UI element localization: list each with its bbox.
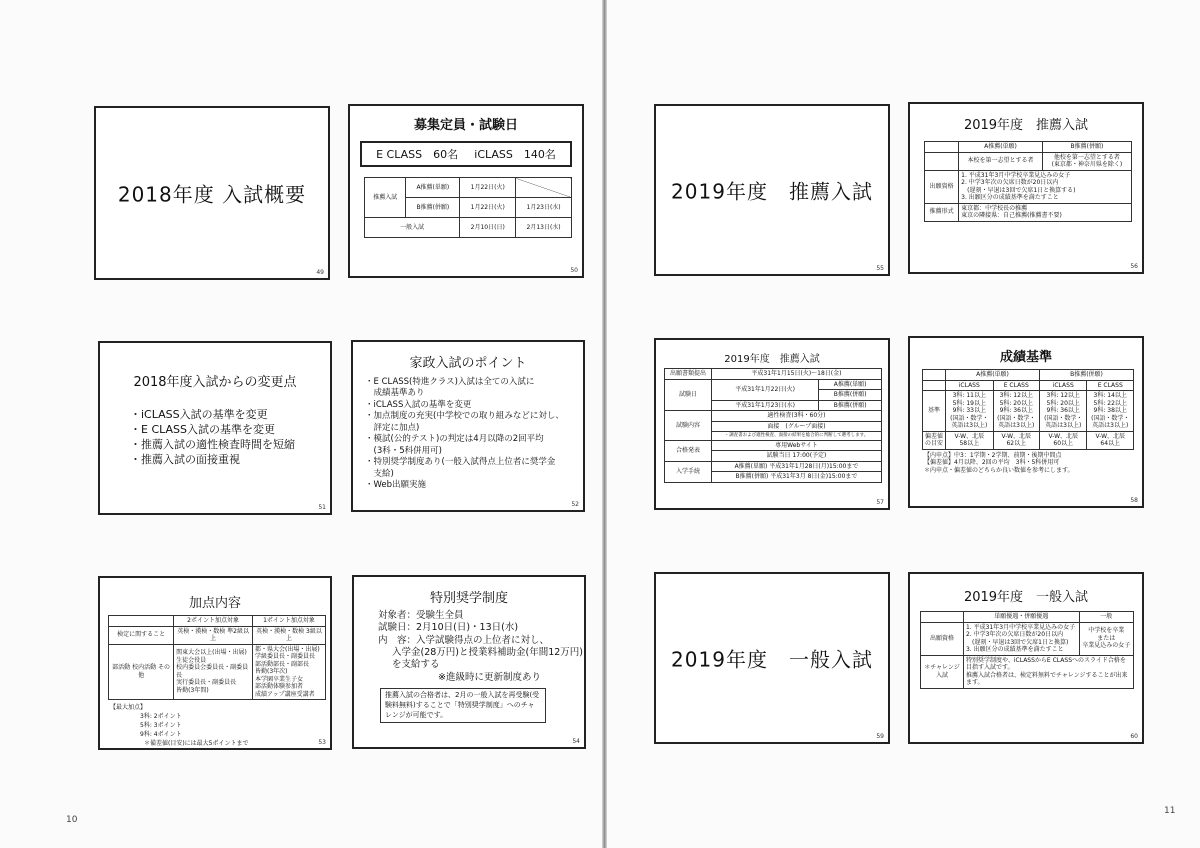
slide-number: 51 — [318, 504, 326, 511]
slide-number: 60 — [1130, 733, 1138, 740]
slide-59 — [654, 572, 890, 744]
cell: 英検・漢検・数検 準2級以上 — [174, 626, 253, 644]
cell: 1. 平成31年3月中学校卒業見込みの女子 2. 中学3年次の欠席日数が20日以内 (遅刻・早退は3回で欠席1日と換算) 3. 出願区分の成績基準を満たすこと — [963, 622, 1079, 655]
slide-number: 58 — [1130, 497, 1138, 504]
cell: A推薦(単願) — [819, 379, 882, 390]
list-item: 成績基準あり — [365, 388, 425, 399]
cell: 3科: 11以上 5科: 19以上 9科: 33以上 (国語・数学・英語は3以上) — [946, 391, 993, 432]
book-spine — [602, 0, 607, 848]
cell: 一般入試 — [365, 218, 460, 238]
slide-title: 募集定員・試験日 — [413, 118, 518, 133]
cell: V-W、北辰 62以上 — [993, 431, 1039, 449]
list-item: 評定に加点) — [365, 422, 420, 433]
cell: 他校を第一志望とする者 (東京都・神奈川県を除く) — [1042, 152, 1131, 170]
cell: 東京都：中学校長の推薦 東京の隣接県：自己推薦(推薦書不要) — [959, 203, 1132, 221]
cell: A推薦(単願) — [959, 142, 1043, 153]
slide-56 — [908, 102, 1144, 274]
cell: 試験内容 — [665, 411, 712, 441]
cell: 出願書類提出 — [665, 369, 712, 380]
cell: B推薦(併願) — [819, 390, 882, 401]
cell: 3科: 12以上 5科: 20以上 9科: 36以上 (国語・数学・英語は3以上) — [993, 391, 1039, 432]
slide-number: 59 — [876, 733, 884, 740]
cell: 偏差値の目安 — [923, 431, 946, 449]
max-points-9: 9科: 4ポイント — [140, 731, 182, 738]
cell: 試験当日 17:00(予定) — [711, 451, 881, 462]
cell: V-W、北辰 58以上 — [946, 431, 993, 449]
max-points-3: 3科: 2ポイント — [140, 713, 182, 720]
list-item: ・E CLASS(特進クラス)入試は全ての入試に — [365, 377, 535, 387]
slide-title: 2019年度 一般入試 — [671, 647, 873, 672]
slide-number: 57 — [876, 499, 884, 506]
slide-title: 加点内容 — [188, 596, 241, 611]
renewal-note: ※進級時に更新制度あり — [438, 671, 541, 683]
general-exam-table — [920, 611, 1134, 689]
cell-empty — [925, 142, 959, 153]
cell: 1月22日(火) — [460, 198, 516, 218]
cell: 試験日 — [665, 379, 712, 411]
cell: ・調査書および適性検査、面接の結果を総合的に判断して選考します。 — [711, 432, 881, 441]
note-line: 【内申点】中3：1学期・2学期、前期・後期中間点 — [924, 451, 1062, 459]
cell: B推薦(併願) — [1040, 370, 1134, 381]
cell: B推薦(併願) — [406, 198, 460, 218]
cell: 平成31年1月22日(火) — [711, 379, 818, 400]
cell: 部活動 校内活動 その他 — [109, 644, 174, 700]
note-line: 【偏差値】4月以降、2回の平均 3科・5科併用可 — [924, 459, 1060, 467]
slide-title: 2018年度入試からの変更点 — [133, 375, 297, 390]
cell: E CLASS — [1087, 380, 1134, 391]
slide-51 — [98, 341, 332, 515]
cell: V-W、北辰 64以上 — [1087, 431, 1134, 449]
cell: 本校を第一志望とする者 — [959, 152, 1043, 170]
cell: 検定に関すること — [109, 626, 174, 644]
note-line: ＊内申点・偏差値のどちらか良い数値を参考にします。 — [924, 467, 1074, 475]
cell: 平成31年1月15日(火)〜18日(金) — [711, 369, 881, 380]
max-points-label: 【最大加点】 — [110, 704, 147, 711]
content-line-2: 入学金(28万円)と授業料補助金(年間12万円) — [392, 647, 584, 659]
cell: 単願優遇・併願優遇 — [963, 612, 1079, 623]
cell-empty — [923, 370, 946, 381]
cell: 特別奨学制度や、iCLASSからE CLASSへのスライド合格を目指す入試です。 推薦入試合格者は、検定料無料でチャレンジすることが出来ます。 — [963, 655, 1133, 688]
list-item: ・模試(公的テスト)の判定は4月以降の2回平均 — [365, 434, 544, 445]
list-item: ・特別奨学制度あり(一般入試得点上位者に奨学金 — [365, 457, 556, 468]
cell: V-W、北辰 60以上 — [1040, 431, 1087, 449]
list-item: ・E CLASS入試の基準を変更 — [130, 422, 275, 436]
slide-49 — [94, 106, 330, 280]
slide-title: 2019年度 推薦入試 — [671, 179, 873, 204]
cell: 基準 — [923, 391, 946, 432]
max-points-note: ＊備差値(目安)には最大5ポイントまで — [144, 740, 249, 747]
slide-title: 成績基準 — [999, 350, 1052, 365]
cell-empty — [923, 380, 946, 391]
slide-57 — [654, 338, 890, 510]
cell: iCLASS — [1040, 380, 1087, 391]
capacity-i: iCLASS 140名 — [474, 148, 556, 161]
cell: 2月13日(水) — [516, 218, 572, 238]
list-item: ・iCLASS入試の基準を変更 — [365, 399, 472, 410]
page-number-left: 10 — [66, 815, 78, 825]
slide-number: 54 — [572, 738, 580, 745]
cell: B推薦(併願) — [819, 400, 882, 411]
cell: B推薦(併願) 平成31年3月 8日(金)15:00まで — [711, 472, 881, 483]
cell: 推薦形式 — [925, 203, 959, 221]
slide-title: 2019年度 一般入試 — [963, 590, 1089, 605]
cell: 2ポイント加点対象 — [174, 616, 253, 627]
cell-empty — [925, 152, 959, 170]
exam-date-table — [364, 177, 572, 238]
cell: 1月22日(火) — [460, 178, 516, 198]
slide-number: 56 — [1130, 263, 1138, 270]
cell-empty — [516, 178, 572, 198]
cell: 都・県大会(出場・出展) 学級委員長・副委員長 部活動部長・副部長 皆勤(3年次) 本学園卒業生子女 部活動体験参加者 成績アップ講座受講者 — [253, 644, 326, 700]
slide-number: 55 — [876, 265, 884, 272]
slide-50 — [348, 104, 584, 278]
cell: 出願資格 — [921, 622, 964, 655]
points-table — [108, 615, 326, 700]
slide-52 — [351, 340, 585, 512]
cell: 推薦入試 — [365, 178, 406, 218]
list-item: ・加点制度の充実(中学校での取り組みなどに対し、 — [365, 411, 564, 422]
list-item: (3科・5科併用可) — [365, 445, 442, 456]
date-line: 試験日：2月10日(日)・13日(水) — [378, 622, 519, 634]
slide-number: 49 — [316, 269, 324, 276]
slide-title: 2019年度 推薦入試 — [963, 118, 1089, 133]
content-line: 内 容：入学試験得点の上位者に対し、 — [378, 634, 550, 646]
list-item: ・iCLASS入試の基準を変更 — [130, 408, 268, 421]
list-item: ・推薦入試の面接重視 — [130, 452, 240, 466]
cell: 1月23日(水) — [516, 198, 572, 218]
slide-number: 52 — [571, 501, 579, 508]
cell: 面接 (グループ面接) — [711, 421, 881, 432]
slide-title: 2019年度 推薦入試 — [724, 354, 820, 365]
cell: ＊チャレンジ入試 — [921, 655, 964, 688]
slide-number: 53 — [318, 739, 326, 746]
cell-empty — [921, 612, 964, 623]
cell: 専用Webサイト — [711, 440, 881, 451]
cell: A推薦(単願) 平成31年1月28日(月)15:00まで — [711, 461, 881, 472]
cell: 中学校を卒業 または 卒業見込みの女子 — [1079, 622, 1133, 655]
cell: 入学手続 — [665, 461, 712, 482]
slide-title: 家政入試のポイント — [409, 356, 527, 371]
list-item: ・推薦入試の適性検査時間を短縮 — [130, 437, 295, 451]
content-line-3: を支給する — [392, 659, 440, 671]
cell: 英検・漢検・数検 3級以上 — [253, 626, 326, 644]
slide-58 — [908, 336, 1144, 508]
slide-55 — [654, 104, 890, 276]
cell-empty — [109, 616, 174, 627]
cell: 1ポイント加点対象 — [253, 616, 326, 627]
cell: 1. 平成31年3月中学校卒業見込みの女子 2. 中学3年次の欠席日数が20日以内 (遅刻・早退は3回で欠席1日と換算する) 3. 出願区分の成績基準を満たすこと — [959, 170, 1132, 203]
list-item: 支給) — [365, 468, 394, 479]
eligibility-table — [924, 141, 1132, 222]
capacity-e: E CLASS 60名 — [376, 148, 459, 161]
max-points-5: 5科: 3ポイント — [140, 722, 182, 729]
page-number-right: 11 — [1164, 806, 1176, 816]
cell: 3科: 14以上 5科: 22以上 9科: 38以上 (国語・数学・英語は3以上) — [1087, 391, 1134, 432]
list-item: ・Web出願実施 — [365, 480, 427, 491]
slide-54 — [352, 575, 586, 749]
cell: A推薦(単願) — [406, 178, 460, 198]
cell: 2月10日(日) — [460, 218, 516, 238]
slide-title: 特別奨学制度 — [429, 591, 508, 606]
cell: 関東大会以上(出場・出展) 生徒会役員 校内委員会委員長・副委員長 実行委員長・副委員長 皆勤(3年間) — [174, 644, 253, 700]
criteria-table — [922, 369, 1134, 450]
cell: E CLASS — [993, 380, 1039, 391]
slide-number: 50 — [570, 267, 578, 274]
cell: B推薦(併願) — [1042, 142, 1131, 153]
cell: 合格発表 — [665, 440, 712, 461]
cell: 平成31年1月23日(水) — [711, 400, 818, 411]
target-line: 対象者：受験生全員 — [378, 610, 464, 621]
note-box: 推薦入試の合格者は、2月の一般入試を再受験(受験料無料)することで「特別奨学制度」へのチャレンジが可能です。 — [380, 688, 546, 723]
cell: 出願資格 — [925, 170, 959, 203]
cell: 3科: 12以上 5科: 20以上 9科: 36以上 (国語・数学・英語は3以上) — [1040, 391, 1087, 432]
slide-60 — [908, 572, 1144, 744]
slide-53 — [98, 576, 332, 750]
slide-title: 2018年度 入試概要 — [117, 182, 307, 207]
schedule-table — [664, 368, 882, 483]
cell: iCLASS — [946, 380, 993, 391]
cell: A推薦(単願) — [946, 370, 1040, 381]
cell: 一般 — [1079, 612, 1133, 623]
cell: 適性検査(3科・60分) — [711, 411, 881, 422]
capacity-box — [360, 141, 572, 167]
